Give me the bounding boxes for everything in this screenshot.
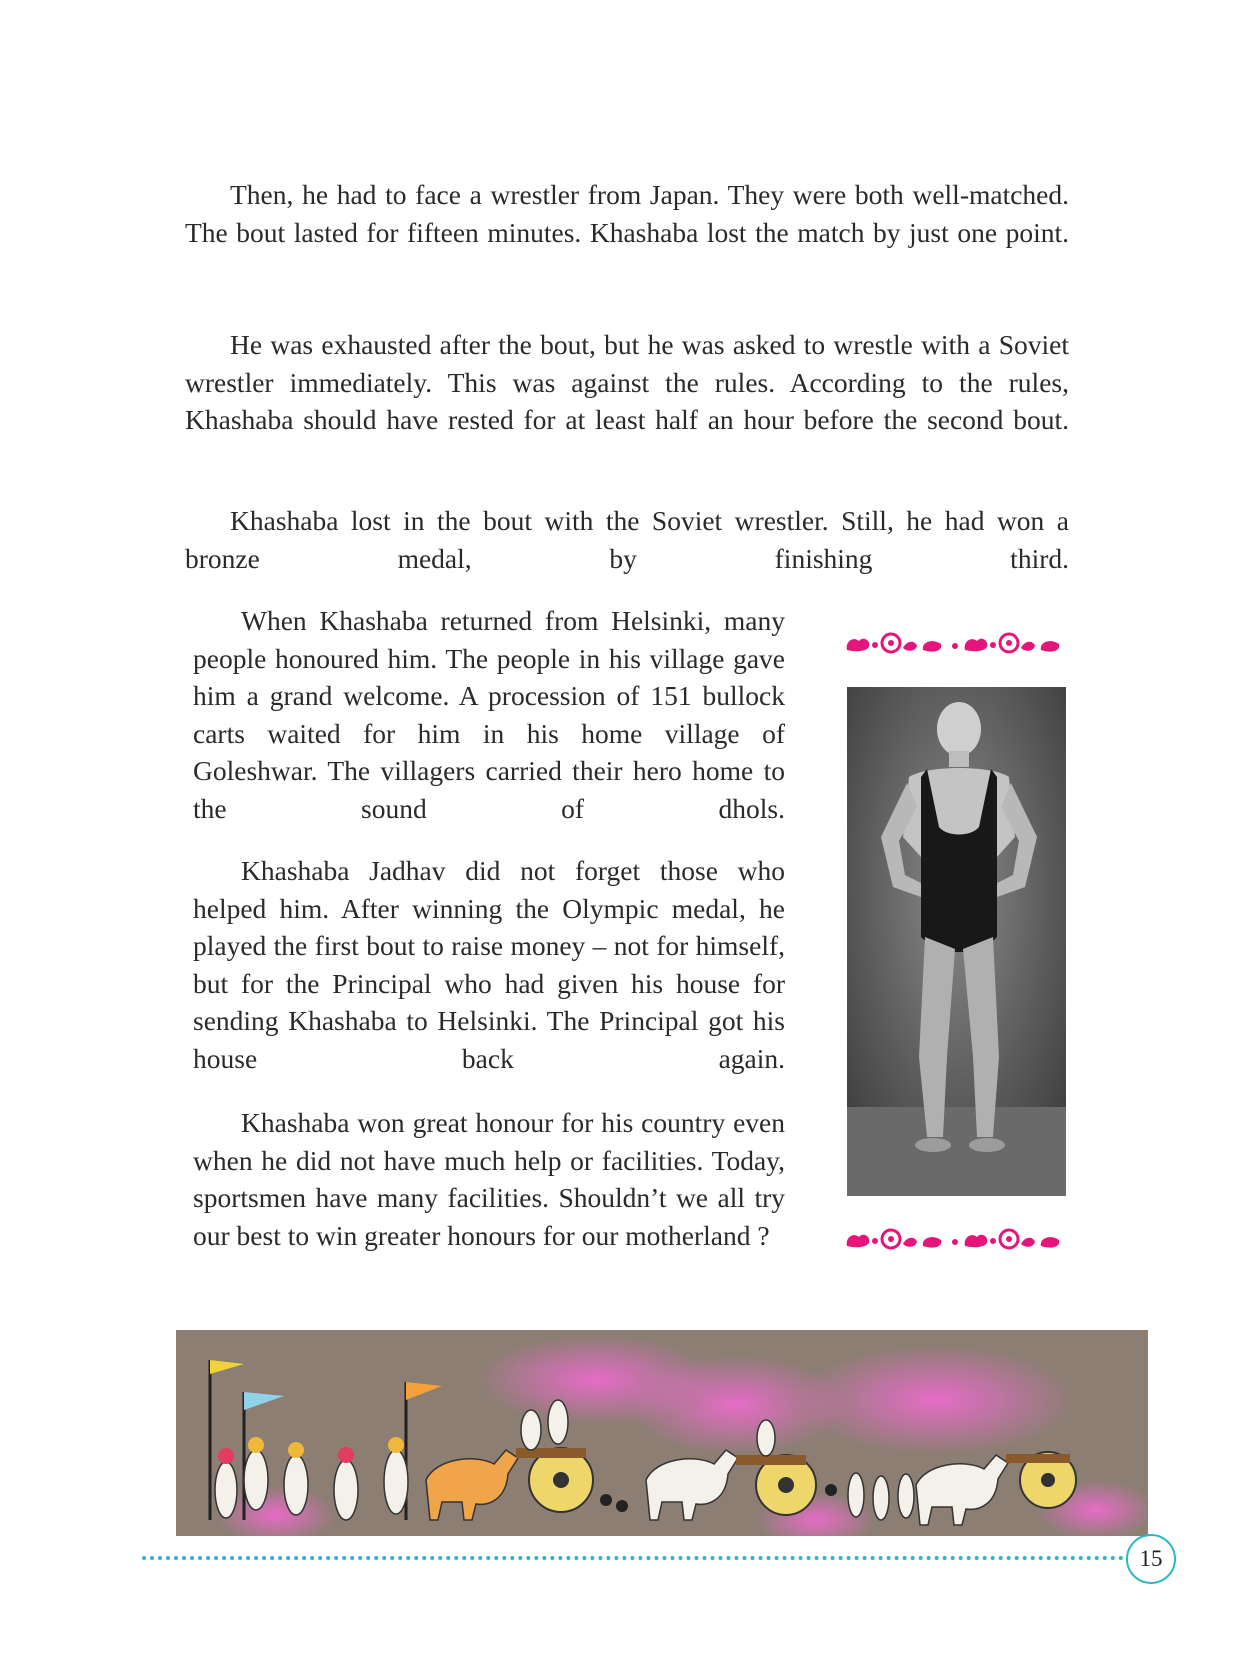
paragraph-2: He was exhausted after the bout, but he was asked to wrestle with a Soviet wrestler immediately. This was against the rules. According to the rules, Khashaba should have rested for at least half an hour before the second bout. — [185, 329, 1069, 436]
ornament-top — [843, 630, 1067, 656]
paragraph-1: Then, he had to face a wrestler from Japan. They were both well-matched. The bout lasted for fifteen minutes. Khashaba lost the match by just one point. — [185, 179, 1069, 248]
paragraph-4: When Khashaba returned from Helsinki, many people honoured him. The people in his village gave him a grand welcome. A procession of 151 bullock carts waited for him in his home village of Goleshwar. The villagers carried their hero home to the sound of dhols. — [193, 605, 785, 824]
page-number: 15 — [1126, 1534, 1176, 1584]
paragraph-3: Khashaba lost in the bout with the Soviet wrestler. Still, he had won a bronze medal, by finishing third. — [185, 505, 1069, 574]
footer-divider — [142, 1556, 1124, 1560]
wrestler-photo — [847, 687, 1066, 1196]
ornament-bottom — [843, 1226, 1067, 1252]
paragraph-6: Khashaba won great honour for his country even when he did not have much help or facilities. Today, sportsmen have many facilities. Shouldn’t we all try our best to win greater honours for our motherland ? — [193, 1107, 785, 1251]
procession-illustration — [176, 1330, 1148, 1536]
paragraph-5: Khashaba Jadhav did not forget those who helped him. After winning the Olympic medal, he played the first bout to raise money – not for himself, but for the Principal who had given his house for sending Khashaba to Helsinki. The Principal got his house back again. — [193, 855, 785, 1074]
